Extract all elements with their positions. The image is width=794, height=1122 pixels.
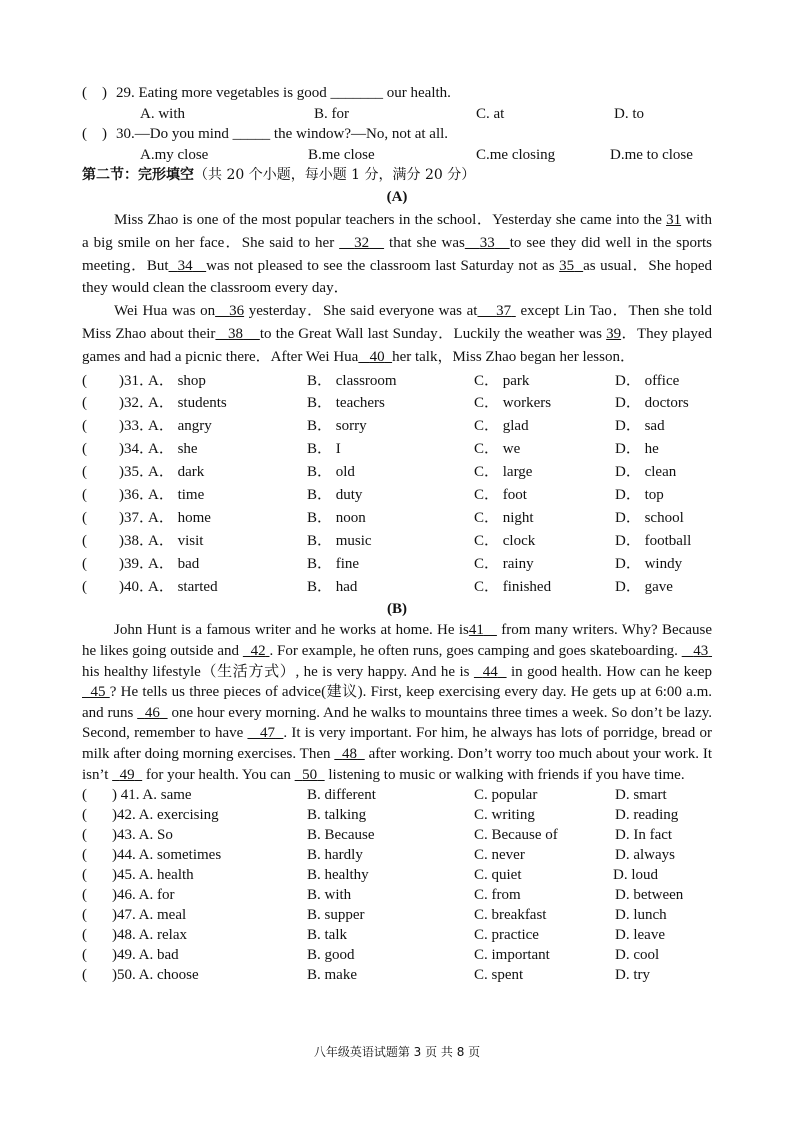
blank-46: 46	[144, 704, 160, 721]
question-row	[82, 530, 712, 553]
option-c: C. breakfast	[474, 907, 547, 924]
option-d: D. loud	[613, 867, 658, 884]
passage-b-paragraph: John Hunt is a famous writer and he works at home. He is41 from many writers. Why? Because he likes going outside and 42 . For example, he often runs, goes camping and goes skateboarding. 43 his healthy lifestyle（生活方式）, he is very happy. And he is 44 in good health. How can he keep 45 ? He tells us three pieces of advice(建议). First, keep exercising every day. He gets up at 6:00 a.m. and runs 46 one hour every morning. And he walks to mountains three times a week. So don’t be lazy. Second, remember to have 47 . It is very important. For him, he always has lots of porridge, bread or milk after doing morning exercises. Then 48 after working. Don’t worry too much about your work. It isn’t 49 for your health. You can 50 listening to music or walking with friends if you have time.	[82, 622, 713, 783]
answer-blank[interactable]: ( )	[82, 126, 107, 142]
option-c: C． night	[474, 509, 534, 526]
question-29	[82, 83, 712, 104]
option-b: B. Because	[307, 827, 375, 844]
question-number-option-a: )45. A. health	[112, 867, 194, 884]
question-row	[82, 805, 712, 825]
question-row	[82, 905, 712, 925]
blank-45: 45	[90, 684, 106, 701]
question-number: )34．	[119, 441, 154, 458]
option-c: C. quiet	[474, 867, 522, 884]
part-b-questions	[82, 785, 712, 985]
answer-blank[interactable]: ( )	[82, 85, 107, 101]
option-c: C. Because of	[474, 827, 558, 844]
answer-blank[interactable]: (	[82, 441, 102, 458]
blank-37: 37	[496, 303, 512, 320]
option-d: D． windy	[615, 555, 683, 572]
option-d: D． clean	[615, 464, 677, 481]
option-d: D． he	[615, 441, 659, 458]
passage-a-paragraph-2: Wei Hua was on 36 yesterday．She said everyone was at 37 except Lin Tao．Then she told Miss Zhao about their 38 to the Great Wall last Sunday．Luckily the weather was 39．They played games and had a picnic there．After Wei Hua 40 her talk，Miss Zhao began her lesson．	[82, 303, 713, 365]
option-c: C． finished	[474, 578, 552, 595]
question-row	[82, 845, 712, 865]
answer-blank[interactable]: (	[82, 787, 102, 804]
question-number-option-a: )46. A. for	[112, 887, 175, 904]
option-a: A． she	[148, 441, 198, 458]
blank-44: 44	[482, 663, 498, 680]
blank-48: 48	[342, 746, 358, 763]
option-d: D． gave	[615, 578, 673, 595]
part-a-label: (A)	[386, 188, 408, 205]
question-number-option-a: )48. A. relax	[112, 927, 187, 944]
option-c: C. at	[476, 105, 505, 122]
question-30-options	[82, 145, 712, 166]
option-a: A． angry	[148, 418, 212, 435]
option-d: D.me to close	[610, 146, 693, 163]
option-c: C． large	[474, 464, 533, 481]
option-a: A． shop	[148, 372, 206, 389]
option-d: D． school	[615, 509, 684, 526]
answer-blank[interactable]: (	[82, 578, 102, 595]
blank-47: 47	[260, 725, 276, 742]
answer-blank[interactable]: (	[82, 555, 102, 572]
option-b: B. for	[314, 105, 349, 122]
option-c: C． workers	[474, 395, 552, 412]
question-row	[82, 553, 712, 576]
question-number: )32．	[119, 395, 154, 412]
blank-35: 35	[559, 257, 575, 274]
passage-a	[82, 209, 712, 369]
option-c: C. writing	[474, 807, 535, 824]
option-c: C. practice	[474, 927, 539, 944]
option-d: D. reading	[615, 807, 679, 824]
blank-40: 40	[369, 348, 385, 365]
answer-blank[interactable]: (	[82, 967, 102, 984]
question-row	[82, 438, 712, 461]
blank-43: 43	[693, 643, 709, 660]
answer-blank[interactable]: (	[82, 509, 102, 526]
question-number: )33．	[119, 418, 154, 435]
option-c: C. popular	[474, 787, 538, 804]
option-d: D． doctors	[615, 395, 689, 412]
section-title	[82, 165, 712, 186]
blank-32: 32	[354, 234, 370, 251]
blank-42: 42	[250, 643, 266, 660]
question-number: )39．	[119, 555, 154, 572]
option-b: B. supper	[307, 907, 365, 924]
option-c: C． clock	[474, 532, 536, 549]
part-a-questions	[82, 370, 712, 599]
section-heading: 第二节：完形填空	[82, 167, 194, 183]
passage-b	[82, 620, 712, 785]
question-30	[82, 124, 712, 145]
question-number-option-a: )50. A. choose	[112, 967, 199, 984]
option-a: A． students	[148, 395, 227, 412]
answer-blank[interactable]: (	[82, 907, 102, 924]
section-note: （共 20 个小题，每小题 1 分，满分 20 分）	[194, 167, 476, 183]
passage-a-paragraph-1: Miss Zhao is one of the most popular teachers in the school．Yesterday she came into the 31 with a big smile on her face．She said to her 32 that she was 33 to see they did well in the sports meeting．But 34 was not pleased to see the classroom last Saturday not as 35 as usual．She hoped they would clean the classroom every day．	[82, 212, 713, 297]
option-a: A． visit	[148, 532, 204, 549]
blank-38: 38	[228, 325, 244, 342]
answer-blank[interactable]: (	[82, 464, 102, 481]
question-29-options	[82, 104, 712, 125]
option-d: D. between	[615, 887, 684, 904]
question-number: )40．	[119, 578, 154, 595]
option-d: D． top	[615, 487, 664, 504]
blank-41: 41	[468, 622, 484, 639]
answer-blank[interactable]: (	[82, 807, 102, 824]
answer-blank[interactable]: (	[82, 372, 102, 389]
question-stem: 30.—Do you mind _____ the window?—No, not at all.	[116, 126, 449, 142]
blank-50: 50	[302, 766, 318, 783]
option-a: A. with	[140, 105, 185, 122]
option-a: A． bad	[148, 555, 200, 572]
option-c: C． glad	[474, 418, 529, 435]
option-a: A． dark	[148, 464, 205, 481]
option-d: D. to	[614, 105, 644, 122]
question-row	[82, 925, 712, 945]
answer-blank[interactable]: (	[82, 947, 102, 964]
answer-blank[interactable]: (	[82, 395, 102, 412]
option-b: B． duty	[307, 487, 363, 504]
option-c: C． foot	[474, 487, 527, 504]
option-b: B． music	[307, 532, 372, 549]
option-d: D. cool	[615, 947, 660, 964]
question-row	[82, 415, 712, 438]
option-d: D. smart	[615, 787, 667, 804]
answer-blank[interactable]: (	[82, 827, 102, 844]
blank-31: 31	[666, 212, 682, 228]
question-stem: 29. Eating more vegetables is good _______ our health.	[116, 85, 451, 101]
question-number-option-a: )42. A. exercising	[112, 807, 219, 824]
option-d: D． football	[615, 532, 692, 549]
question-number-option-a: )44. A. sometimes	[112, 847, 222, 864]
option-a: A.my close	[140, 146, 209, 163]
option-d: D. In fact	[615, 827, 673, 844]
option-c: C． we	[474, 441, 521, 458]
option-d: D． office	[615, 372, 680, 389]
blank-39: 39	[606, 325, 622, 342]
option-b: B. talking	[307, 807, 367, 824]
option-a: A． time	[148, 487, 205, 504]
question-number: )35．	[119, 464, 154, 481]
option-a: A． started	[148, 578, 218, 595]
option-b: B. make	[307, 967, 357, 984]
option-c: C． park	[474, 372, 530, 389]
question-row	[82, 865, 712, 885]
question-row	[82, 576, 712, 599]
answer-blank[interactable]: (	[82, 418, 102, 435]
question-row	[82, 885, 712, 905]
option-d: D. always	[615, 847, 675, 864]
option-d: D. leave	[615, 927, 665, 944]
blank-34: 34	[177, 257, 193, 274]
answer-blank[interactable]: (	[82, 487, 102, 504]
question-number-option-a: )47. A. meal	[112, 907, 187, 924]
page-footer: 八年级英语试题第 3 页 共 8 页	[313, 1045, 481, 1059]
option-b: B． noon	[307, 509, 366, 526]
option-c: C． rainy	[474, 555, 534, 572]
option-c: C.me closing	[476, 146, 556, 163]
option-c: C. spent	[474, 967, 524, 984]
option-b: B. hardly	[307, 847, 363, 864]
option-b: B. with	[307, 887, 352, 904]
option-c: C. never	[474, 847, 525, 864]
question-row	[82, 370, 712, 393]
question-number: )36．	[119, 487, 154, 504]
answer-blank[interactable]: (	[82, 867, 102, 884]
option-b: B． classroom	[307, 372, 397, 389]
blank-33: 33	[479, 234, 495, 251]
option-b: B. good	[307, 947, 355, 964]
option-b: B． teachers	[307, 395, 385, 412]
question-number: )31．	[119, 372, 154, 389]
option-b: B. talk	[307, 927, 347, 944]
option-c: C. important	[474, 947, 550, 964]
option-b: B． I	[307, 441, 341, 458]
option-b: B. different	[307, 787, 376, 804]
option-b: B.me close	[308, 146, 375, 163]
question-row	[82, 507, 712, 530]
question-row	[82, 484, 712, 507]
question-number-option-a: )49. A. bad	[112, 947, 179, 964]
option-d: D. lunch	[615, 907, 667, 924]
question-number-option-a: ) 41. A. same	[112, 787, 192, 804]
question-row	[82, 965, 712, 985]
question-row	[82, 461, 712, 484]
option-b: B． fine	[307, 555, 360, 572]
question-row	[82, 825, 712, 845]
exam-page	[82, 83, 712, 985]
option-d: D． sad	[615, 418, 665, 435]
option-b: B． sorry	[307, 418, 367, 435]
option-b: B． had	[307, 578, 358, 595]
part-b-label: (B)	[387, 601, 407, 618]
question-row	[82, 392, 712, 415]
answer-blank[interactable]: (	[82, 927, 102, 944]
answer-blank[interactable]: (	[82, 847, 102, 864]
answer-blank[interactable]: (	[82, 887, 102, 904]
option-a: A． home	[148, 509, 211, 526]
blank-36: 36	[229, 303, 245, 320]
question-number-option-a: )43. A. So	[112, 827, 173, 844]
question-number: )38．	[119, 532, 154, 549]
option-c: C. from	[474, 887, 521, 904]
question-number: )37．	[119, 509, 154, 526]
question-row	[82, 785, 712, 805]
option-b: B． old	[307, 464, 355, 481]
blank-49: 49	[119, 766, 135, 783]
question-row	[82, 945, 712, 965]
option-d: D. try	[615, 967, 650, 984]
option-b: B. healthy	[307, 867, 369, 884]
answer-blank[interactable]: (	[82, 532, 102, 549]
